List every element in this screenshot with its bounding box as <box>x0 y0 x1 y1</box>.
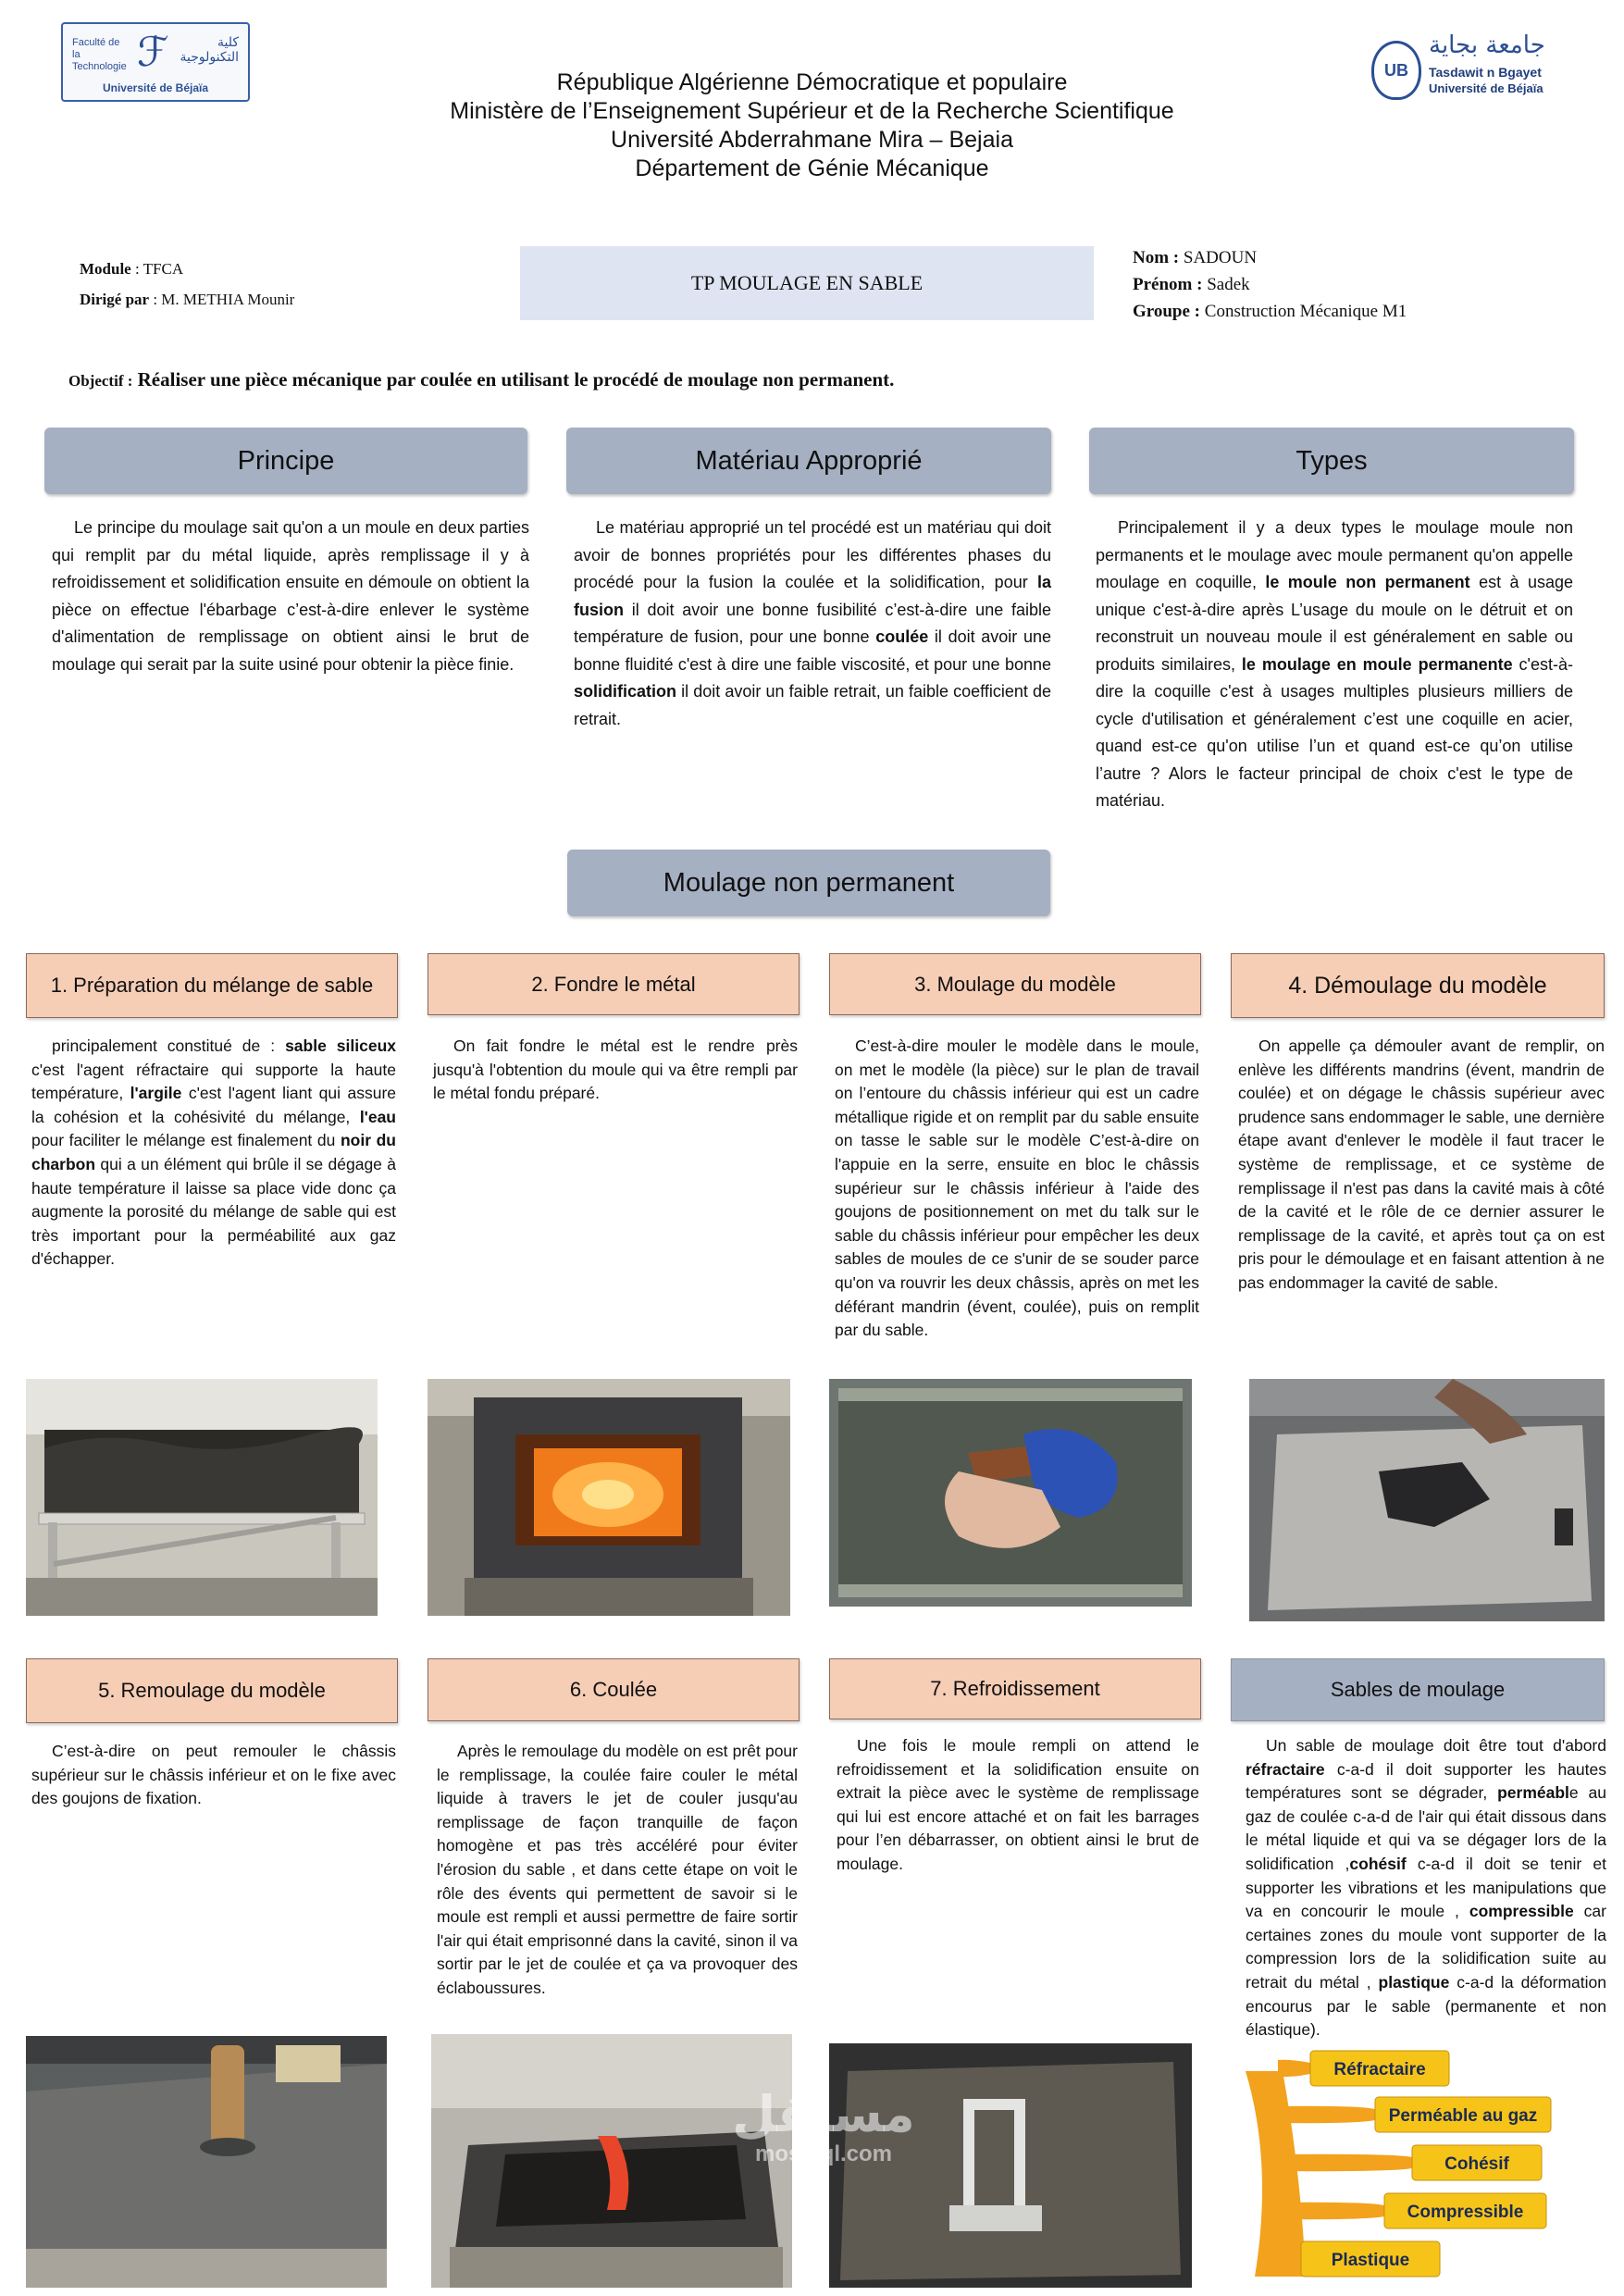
step-4-header: 4. Démoulage du modèle <box>1231 953 1605 1018</box>
step-5-text: C’est-à-dire on peut remouler le châssis supérieur sur le châssis inférieur et on le fixe avec des goujons de fixation. <box>31 1742 396 1808</box>
text-run: il doit avoir une bonne fluidité c'est à dire une faible viscosité, et pour une bonne <box>574 627 1051 674</box>
step-5-header: 5. Remoulage du modèle <box>26 1658 398 1723</box>
text-run: Principalement il y a deux types le moulage moule non permanents et le moulage avec moule permanent qu'on appelle moulage en coquille, <box>1096 518 1573 591</box>
arrow-branch <box>1278 2060 1310 2077</box>
faculty-logo-ar-1: كلية <box>217 35 239 50</box>
sand-properties-diagram <box>1236 2043 1560 2286</box>
section-principe-header: Principe <box>44 428 527 494</box>
text-run: est à usage unique c'est-à-dire après L’usage du moule on le détruit et on reconstruit un nouveau moule il est généralement en sable ou produits similaires, <box>1096 573 1573 674</box>
principe-text: Le principe du moulage sait qu'on a un moule en deux parties qui remplit par du métal liquide, après remplissage il y à refroidissement et solidification ensuite en démoule on obtient la pièce on effectue l'ébarbage c’est-à-dire enlever le système d'alimentation de remplissage on obtient ainsi le brut de moulage qui serait par la suite usiné pour obtenir la pièce finie. <box>52 518 529 674</box>
text-run: c-a-d la déformation encourus par le sable (permanente et non élastique). <box>1246 1972 1606 2040</box>
institution-header <box>352 68 1272 183</box>
prenom-label: Prénom : <box>1133 275 1203 294</box>
watermark-latin: mostaql.com <box>754 2141 893 2166</box>
text-bold: plastique <box>1378 1972 1450 1992</box>
sand-properties-svg <box>1236 2043 1560 2286</box>
property-label: Perméable au gaz <box>1388 2106 1538 2126</box>
section-materiau-header: Matériau Approprié <box>566 428 1051 494</box>
faculty-logo-fr-1: Faculté de la <box>72 37 120 60</box>
dirige-label: Dirigé par <box>80 291 150 308</box>
faculty-logo <box>61 22 250 102</box>
faculty-logo-fr-2: Technologie <box>72 61 127 72</box>
header-line: Université Abderrahmane Mira – Bejaia <box>611 127 1013 153</box>
objectif <box>68 368 894 391</box>
nom-value: SADOUN <box>1183 248 1258 267</box>
property-label: Plastique <box>1331 2251 1410 2270</box>
text-run: principalement constitué de : <box>52 1036 286 1055</box>
step-2-text: On fait fondre le métal est le rendre près jusqu'à l'obtention du moule qui va être rempli par le métal fondu préparé. <box>433 1036 798 1103</box>
header-line: Ministère de l’Enseignement Supérieur et de la Recherche Scientifique <box>450 98 1174 124</box>
text-bold: le moulage en moule permanente <box>1241 654 1513 674</box>
header-line: République Algérienne Démocratique et populaire <box>556 69 1068 95</box>
text-run: c'est-à-dire la coquille c'est à usages multiples plusieurs milliers de cycle d'utilisation et généralement c’est une coquille en acier, quand est-ce qu'on utilise l’un et quand est-ce qu’on utilise l’autre ? Alors le facteur principal de choix c'est le type de matériau. <box>1096 654 1574 810</box>
text-run: il doit avoir une bonne fusibilité c’est-à-dire une faible température de fusion, pour une bonne <box>574 600 1051 646</box>
photo-demoulding <box>1249 1379 1605 1621</box>
arrow-branch <box>1278 2154 1412 2171</box>
text-run: c-a-d il doit supporter les hautes températures sont se dégrader, <box>1246 1759 1606 1803</box>
section-non-permanent-header: Moulage non permanent <box>567 850 1050 916</box>
text-run: Le matériau approprié un tel procédé est un matériau qui doit avoir de bonnes propriétés pour les différentes phases du procédé pour la fusion la coulée et la solidification, pour <box>574 518 1051 591</box>
photo-sand-mixture <box>26 1379 378 1616</box>
poster-title: TP MOULAGE EN SABLE <box>520 246 1094 320</box>
property-label: Compressible <box>1407 2203 1524 2222</box>
step-3-header: 3. Moulage du modèle <box>829 953 1201 1015</box>
step-7-text: Une fois le moule rempli on attend le refroidissement et la solidification ensuite on extrait la pièce avec le système de remplissage qui lui est encore attaché et on fait les barrages pour l’en débarrasser, on obtient ainsi le brut de moulage. <box>837 1736 1199 1873</box>
module-label: Module <box>80 260 131 278</box>
module-info <box>80 254 294 315</box>
prenom-value: Sadek <box>1207 275 1250 294</box>
faculty-logo-university: Université de Béjaïa <box>102 81 209 94</box>
university-logo-ar: جامعة بجاية <box>1429 31 1545 59</box>
property-label: Cohésif <box>1444 2154 1509 2174</box>
text-bold: l'argile <box>130 1084 182 1103</box>
sables-text <box>1246 1734 1606 2042</box>
university-logo <box>1362 31 1566 105</box>
module-value: : TFCA <box>134 260 184 278</box>
text-bold: la fusion <box>574 573 1051 619</box>
faculty-logo-ar-2: التكنولوجية <box>180 50 239 65</box>
header-line: Département de Génie Mécanique <box>635 155 989 181</box>
step-1-header: 1. Préparation du mélange de sable <box>26 953 398 1018</box>
arrow-branch <box>1278 2203 1384 2219</box>
nom-label: Nom : <box>1133 248 1180 267</box>
arrow-branch <box>1278 2251 1301 2267</box>
text-run: c'est l'agent liant qui assure la cohésion et la cohésivité du mélange, <box>31 1084 397 1126</box>
text-bold: sable siliceux <box>285 1036 396 1055</box>
university-logo-line2: Université de Béjaïa <box>1429 81 1543 95</box>
university-seal-icon: UB <box>1371 41 1421 100</box>
groupe-value: Construction Mécanique M1 <box>1204 302 1407 321</box>
types-text <box>1096 515 1573 815</box>
text-run: pour faciliter le mélange est finalement du <box>31 1131 341 1150</box>
arrow-branch <box>1278 2106 1375 2123</box>
objectif-text: Réaliser une pièce mécanique par coulée en utilisant le procédé de moulage non permanent. <box>137 368 895 391</box>
objectif-label: Objectif : <box>68 372 133 390</box>
dirige-value: : M. METHIA Mounir <box>153 291 295 308</box>
text-bold: coulée <box>875 627 929 646</box>
watermark-ar: مستقل <box>732 2085 915 2143</box>
step-6-header: 6. Coulée <box>428 1658 800 1721</box>
photo-furnace <box>428 1379 790 1616</box>
text-run: il doit avoir un faible retrait, un faible coefficient de retrait. <box>574 682 1051 728</box>
text-run: Un sable de moulage doit être tout d'abord <box>1266 1736 1606 1755</box>
text-bold: l'eau <box>359 1107 396 1126</box>
arrow-trunk <box>1246 2071 1306 2277</box>
text-bold: solidification <box>574 682 677 701</box>
photo-moulding <box>829 1379 1192 1607</box>
text-run: c-a-d il doit se tenir et supporter les vibrations et les manipulations que va en concourir le moule , <box>1246 1854 1607 1921</box>
step-3-text: C’est-à-dire mouler le modèle dans le moule, on met le modèle (la pièce) sur le plan de travail on l’entoure du châssis inférieur qui est un cadre métallique rigide et on remplit par du sable ensuite on tasse le sable sur le modèle C’est-à-dire on l'appuie en la serre, ensuite en bloc le châssis supérieur sur le châssis inférieur à l'aide des goujons de positionnement on met du talk sur le sable du châssis inférieur pour empêcher les deux sables de moules de ce s'unir de se souder parce qu'on va rouvrir les deux châssis, après on met les déférant mandrin (évent, coulée), puis on remplit par du sable. <box>835 1036 1199 1340</box>
sables-header: Sables de moulage <box>1231 1658 1605 1721</box>
watermark <box>722 2087 925 2166</box>
text-bold: cohésif <box>1349 1854 1407 1873</box>
faculty-logo-mark-icon: ℱ <box>137 29 169 76</box>
step-4-text: On appelle ça démouler avant de remplir, on enlève les différents mandrins (évent, mandrin de coulée) et on dégage le châssis supérieur avec prudence sans endommager le sable, une dernière étape avant d'enlever le modèle il faut tracer le système de remplissage, et ce système de remplissage il n'est pas dans la cavité mais à côté de la cavité et le rôle de ce dernier assurer le remplissage de la cavité, et après tout ça on est pris pour le démoulage et en faisant attention à ne pas endommager la cavité de sable. <box>1238 1036 1605 1292</box>
text-bold: noir du charbon <box>31 1131 397 1173</box>
property-label: Réfractaire <box>1333 2060 1426 2079</box>
text-run: c'est l'agent réfractaire qui supporte la haute température, <box>31 1060 396 1103</box>
groupe-label: Groupe : <box>1133 302 1201 321</box>
photo-remoulding <box>26 2036 387 2288</box>
text-run: e au gaz de coulée c-a-d de l'air qui était dissous dans le métal liquide et qui va se dégager lors de la solidification , <box>1246 1783 1606 1873</box>
text-bold: compressible <box>1469 1902 1574 1921</box>
text-run: qui a un élément qui brûle il se dégage à haute température il laisse sa place vide donc ça augmente la porosité du mélange de sable qui est très important pour la perméabilité aux gaz d'échapper. <box>31 1154 396 1269</box>
step-7-header: 7. Refroidissement <box>829 1658 1201 1719</box>
text-bold: le moule non permanent <box>1265 573 1470 591</box>
materiau-text <box>574 515 1051 733</box>
section-types-header: Types <box>1089 428 1574 494</box>
student-info <box>1133 244 1407 325</box>
text-bold: réfractaire <box>1246 1759 1325 1779</box>
step-1-text <box>31 1035 396 1272</box>
step-6-text: Après le remoulage du modèle on est prêt pour le remplissage, la coulée faire couler le métal liquide à travers le jet de couler jusqu'au remplissage de façon tranquille de façon homogène et pas très accéléré pour éviter l'érosion du sable , et dans cette étape on voit le rôle des évents qui permettent de savoir si le moule est rempli et aussi permettre de faire sortir l'air qui était emprisonné dans la cavité, sinon il va sortir par le jet de coulée et ça va provoquer des éclaboussures. <box>437 1742 798 1997</box>
university-logo-line1: Tasdawit n Bgayet <box>1429 65 1542 80</box>
text-bold: perméabl <box>1497 1783 1569 1803</box>
text-run: car certaines zones du moule vont supporter de la compression lors de la solidification suite au retrait du métal , <box>1246 1902 1606 1992</box>
step-2-header: 2. Fondre le métal <box>428 953 800 1015</box>
